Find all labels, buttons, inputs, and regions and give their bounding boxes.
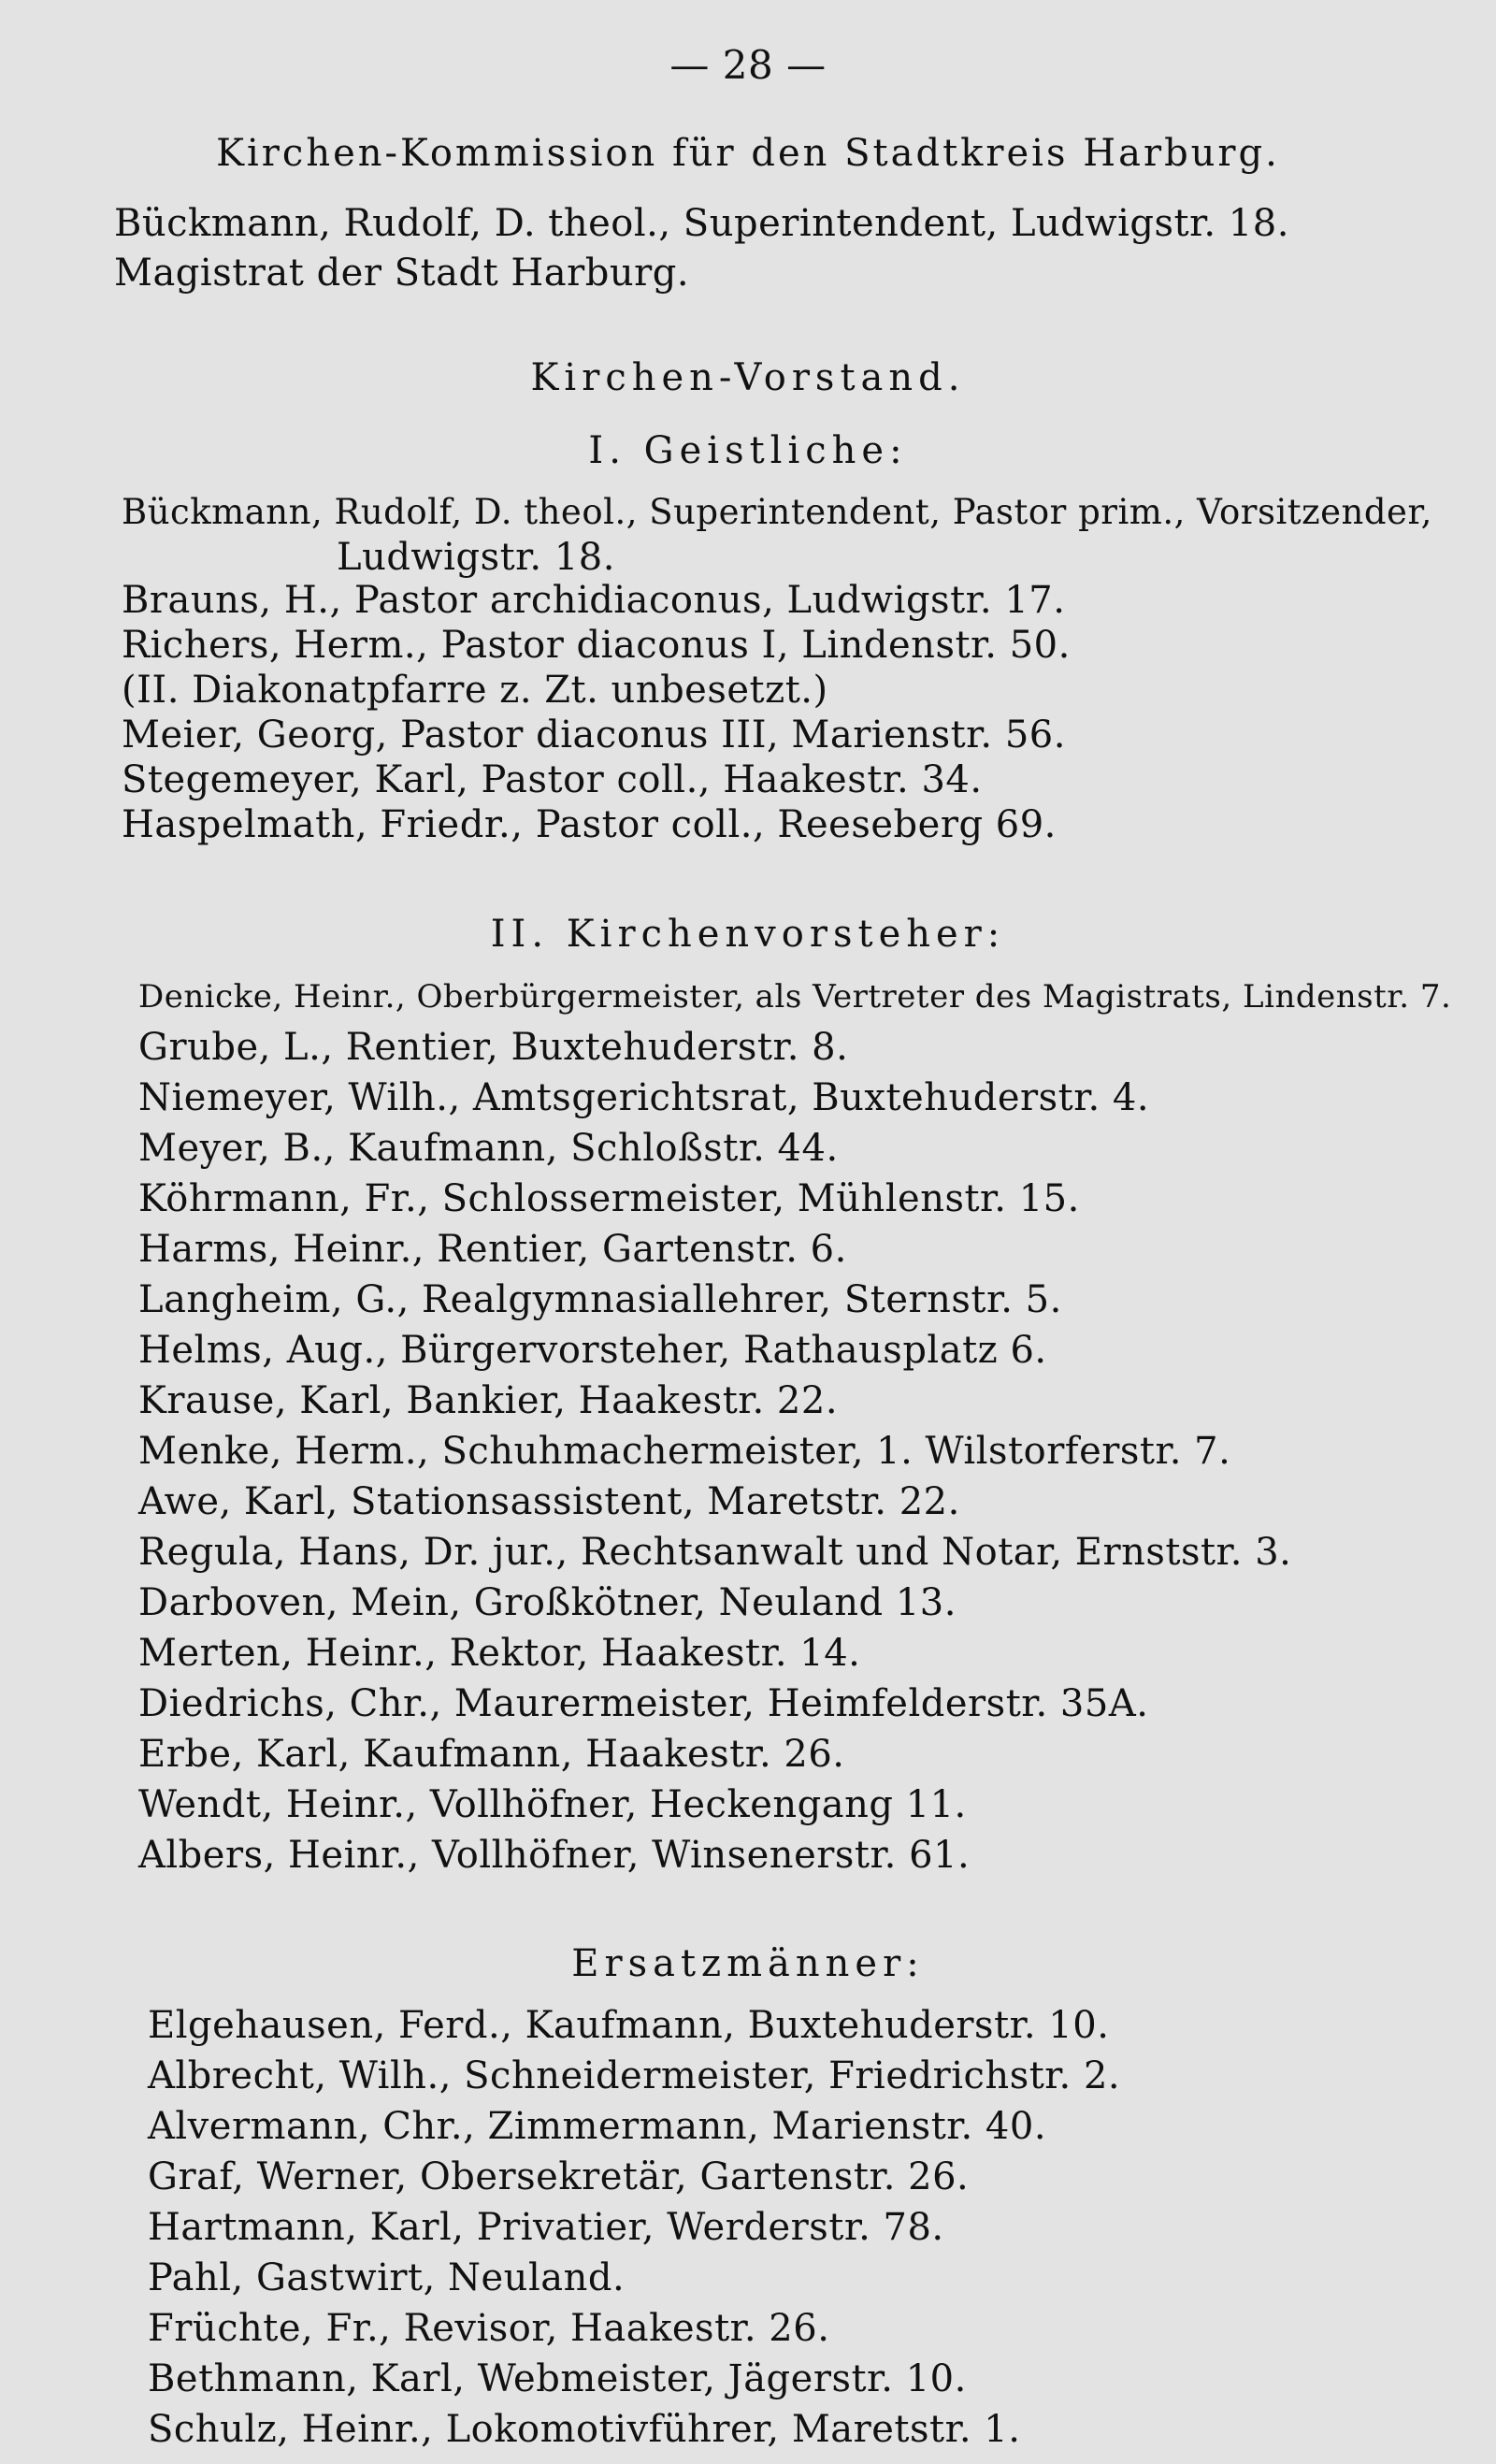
- elder-entry: Meyer, B., Kaufmann, Schloßstr. 44.: [138, 1127, 839, 1170]
- substitutes-heading: Ersatzmänner:: [571, 1942, 925, 1985]
- substitute-entry: Alvermann, Chr., Zimmermann, Marienstr. 40.: [148, 2105, 1047, 2148]
- substitute-entry: Elgehausen, Ferd., Kaufmann, Buxtehuderstr. 10.: [148, 2004, 1110, 2047]
- elder-entry: Krause, Karl, Bankier, Haakestr. 22.: [138, 1379, 839, 1422]
- elder-entry: Merten, Heinr., Rektor, Haakestr. 14.: [138, 1632, 861, 1675]
- clergy-entry: Richers, Herm., Pastor diaconus I, Lindenstr. 50.: [122, 624, 1071, 667]
- clergy-heading: I. Geistliche:: [588, 429, 908, 472]
- elders-heading: II. Kirchenvorsteher:: [490, 913, 1006, 956]
- substitute-entry: Hartmann, Karl, Privatier, Werderstr. 78.: [148, 2206, 944, 2249]
- elder-entry: Darboven, Mein, Großkötner, Neuland 13.: [138, 1581, 957, 1624]
- clergy-entry: (II. Diakonatpfarre z. Zt. unbesetzt.): [122, 669, 828, 712]
- clergy-entry: Brauns, H., Pastor archidiaconus, Ludwigstr. 17.: [122, 579, 1066, 622]
- elder-entry: Langheim, G., Realgymnasiallehrer, Sternstr. 5.: [138, 1278, 1062, 1321]
- elder-entry: Erbe, Karl, Kaufmann, Haakestr. 26.: [138, 1733, 845, 1776]
- clergy-entry: Meier, Georg, Pastor diaconus III, Marienstr. 56.: [122, 713, 1066, 756]
- elder-entry: Denicke, Heinr., Oberbürgermeister, als Vertreter des Magistrats, Lindenstr. 7.: [138, 978, 1452, 1016]
- elder-entry: Grube, L., Rentier, Buxtehuderstr. 8.: [138, 1026, 849, 1069]
- substitute-entry: Früchte, Fr., Revisor, Haakestr. 26.: [148, 2307, 830, 2350]
- substitute-entry: Schulz, Heinr., Lokomotivführer, Maretstr. 1.: [148, 2408, 1021, 2451]
- substitute-entry: Graf, Werner, Obersekretär, Gartenstr. 26.: [148, 2155, 970, 2198]
- elder-entry: Wendt, Heinr., Vollhöfner, Heckengang 11.: [138, 1783, 967, 1826]
- substitute-entry: Albrecht, Wilh., Schneidermeister, Friedrichstr. 2.: [148, 2054, 1121, 2097]
- elder-entry: Harms, Heinr., Rentier, Gartenstr. 6.: [138, 1228, 847, 1271]
- elder-entry: Helms, Aug., Bürgervorsteher, Rathausplatz 6.: [138, 1329, 1047, 1372]
- elder-entry: Köhrmann, Fr., Schlossermeister, Mühlenstr. 15.: [138, 1177, 1080, 1220]
- commission-title: Kirchen-Kommission für den Stadtkreis Harburg.: [216, 132, 1280, 175]
- elder-entry: Diedrichs, Chr., Maurermeister, Heimfelderstr. 35A.: [138, 1682, 1149, 1725]
- clergy-entry-continuation: Ludwigstr. 18.: [337, 536, 615, 579]
- elder-entry: Menke, Herm., Schuhmachermeister, 1. Wilstorferstr. 7.: [138, 1430, 1231, 1473]
- page-number: — 28 —: [669, 42, 827, 88]
- clergy-entry: Bückmann, Rudolf, D. theol., Superintendent, Pastor prim., Vorsitzender,: [122, 492, 1432, 532]
- clergy-entry: Stegemeyer, Karl, Pastor coll., Haakestr. 34.: [122, 758, 983, 801]
- elder-entry: Awe, Karl, Stationsassistent, Maretstr. 22.: [138, 1480, 960, 1523]
- clergy-entry: Haspelmath, Friedr., Pastor coll., Reeseberg 69.: [122, 803, 1057, 846]
- elder-entry: Regula, Hans, Dr. jur., Rechtsanwalt und Notar, Ernststr. 3.: [138, 1531, 1292, 1574]
- elder-entry: Albers, Heinr., Vollhöfner, Winsenerstr. 61.: [138, 1834, 971, 1877]
- substitute-entry: Bethmann, Karl, Webmeister, Jägerstr. 10.: [148, 2357, 967, 2400]
- commission-entry: Bückmann, Rudolf, D. theol., Superintendent, Ludwigstr. 18.: [114, 202, 1289, 245]
- commission-entry: Magistrat der Stadt Harburg.: [114, 252, 690, 295]
- board-title: Kirchen-Vorstand.: [530, 356, 966, 399]
- substitute-entry: Pahl, Gastwirt, Neuland.: [148, 2256, 626, 2299]
- elder-entry: Niemeyer, Wilh., Amtsgerichtsrat, Buxtehuderstr. 4.: [138, 1076, 1150, 1119]
